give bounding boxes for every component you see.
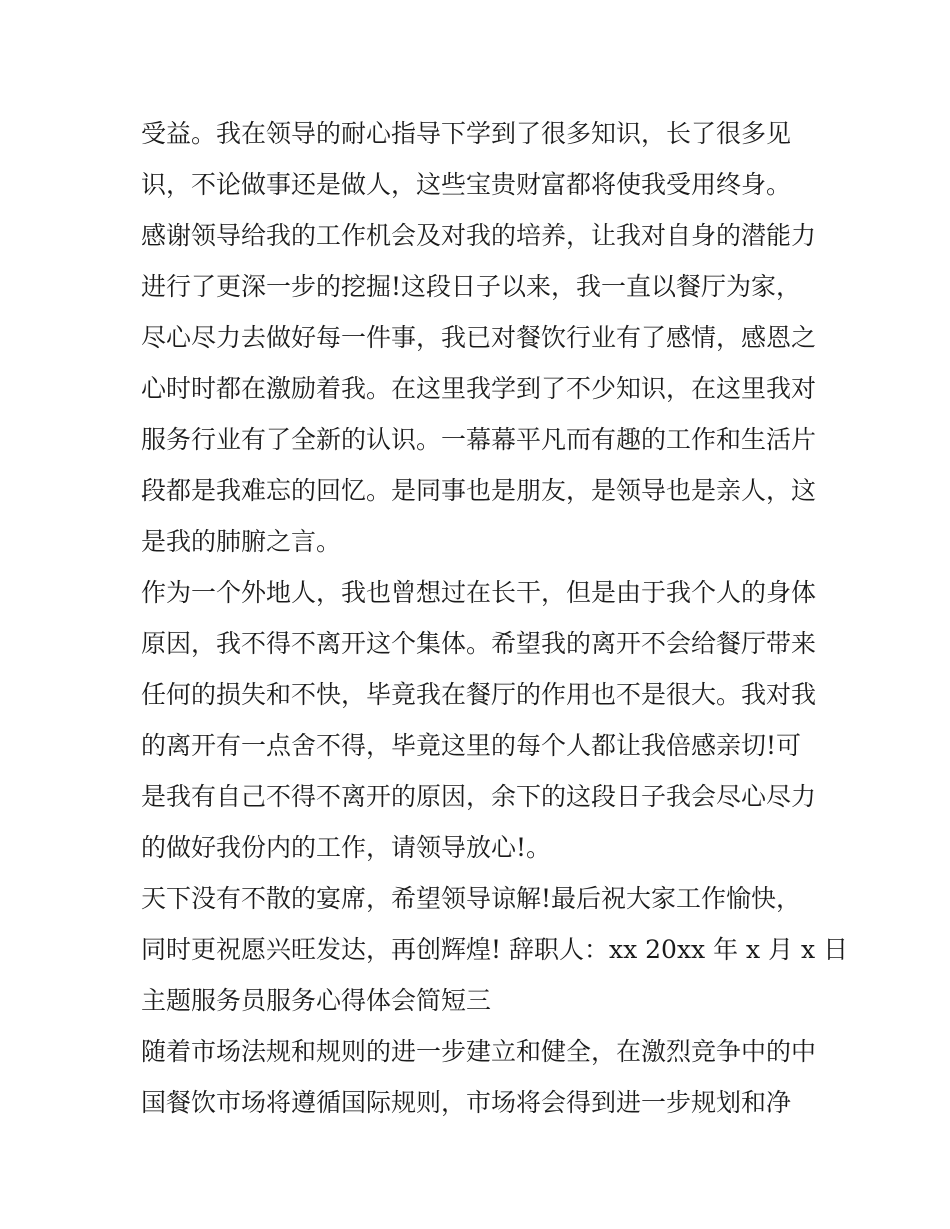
text-line: 识，不论做事还是做人，这些宝贵财富都将使我受用终身。 bbox=[141, 170, 792, 199]
text-line: 任何的损失和不快，毕竟我在餐厅的作用也不是很大。我对我 bbox=[141, 680, 817, 709]
text-line: 国餐饮市场将遵循国际规则，市场将会得到进一步规划和净 bbox=[141, 1088, 792, 1117]
text-line: 受益。我在领导的耐心指导下学到了很多知识，长了很多见 bbox=[141, 119, 792, 148]
text-line: 是我的肺腑之言。 bbox=[141, 527, 342, 556]
text-line: 尽心尽力去做好每一件事，我已对餐饮行业有了感情，感恩之 bbox=[141, 323, 817, 352]
text-line: 的离开有一点舍不得，毕竟这里的每个人都让我倍感亲切!可 bbox=[141, 731, 802, 760]
text-line: 同时更祝愿兴旺发达，再创辉煌! 辞职人：xx 20xx 年 x 月 x 日 bbox=[141, 935, 849, 964]
text-line: 天下没有不散的宴席，希望领导谅解!最后祝大家工作愉快， bbox=[141, 884, 802, 913]
text-line: 原因，我不得不离开这个集体。希望我的离开不会给餐厅带来 bbox=[141, 629, 817, 658]
text-line: 进行了更深一步的挖掘!这段日子以来，我一直以餐厅为家， bbox=[141, 272, 802, 301]
text-line: 作为一个外地人，我也曾想过在长干，但是由于我个人的身体 bbox=[141, 578, 817, 607]
text-line: 是我有自己不得不离开的原因，余下的这段日子我会尽心尽力 bbox=[141, 782, 817, 811]
text-line: 心时时都在激励着我。在这里我学到了不少知识，在这里我对 bbox=[141, 374, 817, 403]
text-line: 的做好我份内的工作，请领导放心!。 bbox=[141, 833, 552, 862]
section-heading: 主题服务员服务心得体会简短三 bbox=[141, 986, 492, 1015]
text-line: 随着市场法规和规则的进一步建立和健全，在激烈竞争中的中 bbox=[141, 1037, 817, 1066]
text-line: 服务行业有了全新的认识。一幕幕平凡而有趣的工作和生活片 bbox=[141, 425, 817, 454]
text-line: 感谢领导给我的工作机会及对我的培养，让我对自身的潜能力 bbox=[141, 221, 817, 250]
body-text bbox=[141, 108, 849, 1128]
text-line: 段都是我难忘的回忆。是同事也是朋友，是领导也是亲人，这 bbox=[141, 476, 817, 505]
